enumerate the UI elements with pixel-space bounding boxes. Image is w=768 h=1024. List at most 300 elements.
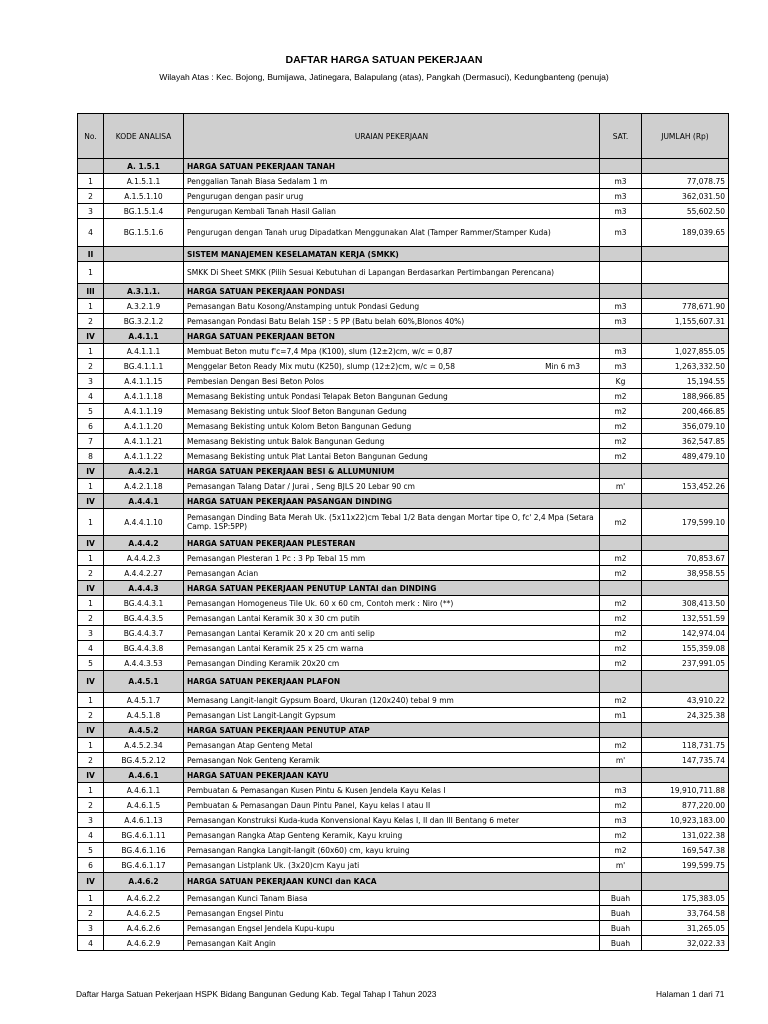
row-description-text: Memasang Langit-langit Gypsum Board, Ukuran (120x240) tebal 9 mm xyxy=(187,695,454,705)
row-description xyxy=(184,449,600,464)
row-number xyxy=(78,247,104,262)
row-unit xyxy=(600,314,642,329)
row-code-text: A.4.6.2.6 xyxy=(126,923,161,933)
row-amount xyxy=(642,753,729,768)
row-number-text: 2 xyxy=(88,800,93,810)
row-code-text: BG.4.4.3.8 xyxy=(123,643,164,653)
row-number xyxy=(78,551,104,566)
row-unit-text: m3 xyxy=(614,228,627,237)
row-unit xyxy=(600,921,642,936)
row-number-text: IV xyxy=(86,331,95,341)
row-code xyxy=(104,708,184,723)
row-number xyxy=(78,858,104,873)
row-amount xyxy=(642,921,729,936)
row-code-text: A.4.4.2 xyxy=(128,538,159,548)
row-code-text: A. 1.5.1 xyxy=(127,161,160,171)
table-row xyxy=(78,858,729,873)
row-number xyxy=(78,509,104,536)
row-unit xyxy=(600,359,642,374)
row-description-text: Memasang Bekisting untuk Plat Lantai Beton Bangunan Gedung xyxy=(187,451,428,461)
row-code xyxy=(104,753,184,768)
row-unit xyxy=(600,723,642,738)
row-amount xyxy=(642,434,729,449)
table-row xyxy=(78,551,729,566)
row-unit xyxy=(600,693,642,708)
row-code xyxy=(104,768,184,783)
row-code-text: A.3.2.1.9 xyxy=(126,301,161,311)
row-unit xyxy=(600,159,642,174)
row-description-text: Pemasangan Pondasi Batu Belah 1SP : 5 PP (Batu belah 60%,Blonos 40%) xyxy=(187,316,465,326)
row-unit xyxy=(600,566,642,581)
row-code-text: A.4.1.1.1 xyxy=(126,346,161,356)
row-unit-text: m2 xyxy=(614,830,627,840)
row-number xyxy=(78,813,104,828)
row-amount-text: 55,602.50 xyxy=(686,206,725,216)
row-amount-text: 362,547.85 xyxy=(682,436,725,446)
row-description xyxy=(184,723,600,738)
table-row xyxy=(78,708,729,723)
row-unit-text: m2 xyxy=(614,406,627,416)
row-unit xyxy=(600,738,642,753)
row-description-text: HARGA SATUAN PEKERJAAN PASANGAN DINDING xyxy=(187,496,393,506)
row-code-text: A.4.5.1 xyxy=(128,677,159,686)
row-description xyxy=(184,798,600,813)
header-sat: SAT. xyxy=(600,114,642,159)
row-unit xyxy=(600,873,642,891)
row-unit-text: m2 xyxy=(614,800,627,810)
row-amount xyxy=(642,858,729,873)
row-description xyxy=(184,783,600,798)
row-amount xyxy=(642,906,729,921)
row-description xyxy=(184,738,600,753)
row-number-text: IV xyxy=(86,677,95,686)
row-code xyxy=(104,581,184,596)
row-unit xyxy=(600,434,642,449)
row-number-text: 2 xyxy=(88,613,93,623)
row-description-text: Memasang Bekisting untuk Sloof Beton Bangunan Gedung xyxy=(187,406,407,416)
row-amount xyxy=(642,596,729,611)
footer-page-number: Halaman 1 dari 71 xyxy=(656,989,725,999)
row-unit-text: m3 xyxy=(614,316,627,326)
row-description xyxy=(184,873,600,891)
row-number-text: 3 xyxy=(88,815,93,825)
table-row xyxy=(78,828,729,843)
row-code xyxy=(104,936,184,951)
page-subtitle: Wilayah Atas : Kec. Bojong, Bumijawa, Jatinegara, Balapulang (atas), Pangkah (Dermasuci), Kedungbanteng (penuja) xyxy=(159,72,609,82)
row-code-text: BG.4.4.3.5 xyxy=(123,613,164,623)
row-amount xyxy=(642,723,729,738)
row-number xyxy=(78,219,104,247)
row-code-text: BG.3.2.1.2 xyxy=(123,316,164,326)
row-unit xyxy=(600,768,642,783)
row-code xyxy=(104,858,184,873)
row-description-text: Menggelar Beton Ready Mix mutu (K250), slump (12±2)cm, w/c = 0,58 xyxy=(187,361,455,371)
row-unit-text: m2 xyxy=(614,658,627,668)
row-number xyxy=(78,738,104,753)
row-unit-text: m2 xyxy=(614,643,627,653)
row-amount xyxy=(642,708,729,723)
row-extra-note: Min 6 m3 xyxy=(545,361,580,371)
row-description xyxy=(184,494,600,509)
row-description xyxy=(184,813,600,828)
row-number xyxy=(78,284,104,299)
row-description-text: Penggalian Tanah Biasa Sedalam 1 m xyxy=(187,176,328,186)
row-amount-text: 1,155,607.31 xyxy=(674,316,725,326)
row-description-text: Pengurugan Kembali Tanah Hasil Galian xyxy=(187,206,336,216)
row-amount-text: 10,923,183.00 xyxy=(670,815,725,825)
row-number-text: 4 xyxy=(88,228,93,237)
row-description xyxy=(184,581,600,596)
row-unit xyxy=(600,753,642,768)
table-row xyxy=(78,641,729,656)
row-number xyxy=(78,434,104,449)
row-amount xyxy=(642,626,729,641)
row-amount-text: 77,078.75 xyxy=(686,176,725,186)
row-description xyxy=(184,566,600,581)
row-description-text: Pemasangan Konstruksi Kuda-kuda Konvensional Kayu Kelas I, II dan III Bentang 6 meter xyxy=(187,815,519,825)
row-unit xyxy=(600,374,642,389)
row-description-text: Pemasangan Dinding Keramik 20x20 cm xyxy=(187,658,340,668)
row-amount-text: 132,551.59 xyxy=(682,613,725,623)
row-description xyxy=(184,419,600,434)
row-code-text: A.4.4.1 xyxy=(128,496,159,506)
table-row xyxy=(78,262,729,284)
row-amount xyxy=(642,359,729,374)
row-unit xyxy=(600,247,642,262)
row-number xyxy=(78,566,104,581)
row-unit-text: m3 xyxy=(614,206,627,216)
row-number xyxy=(78,449,104,464)
row-code-text: A.4.1.1.20 xyxy=(124,421,163,431)
row-description xyxy=(184,891,600,906)
row-unit-text: Buah xyxy=(610,923,631,933)
row-code xyxy=(104,174,184,189)
row-description xyxy=(184,906,600,921)
row-code xyxy=(104,449,184,464)
row-code xyxy=(104,843,184,858)
row-amount-text: 142,974.04 xyxy=(682,628,725,638)
row-number xyxy=(78,159,104,174)
row-code-text: A.4.6.1 xyxy=(128,770,159,780)
row-code-text: A.4.1.1.19 xyxy=(124,406,163,416)
row-unit xyxy=(600,299,642,314)
row-amount-text: 31,265.05 xyxy=(686,923,725,933)
row-unit xyxy=(600,174,642,189)
section-row xyxy=(78,284,729,299)
row-code xyxy=(104,509,184,536)
row-unit-text: m2 xyxy=(614,695,627,705)
row-number xyxy=(78,783,104,798)
row-amount-text: 70,853.67 xyxy=(686,553,725,563)
row-code xyxy=(104,891,184,906)
row-code-text: A.4.5.2 xyxy=(128,725,159,735)
row-code xyxy=(104,828,184,843)
row-description-text: Pemasangan Engsel Pintu xyxy=(187,908,284,918)
section-row xyxy=(78,536,729,551)
table-row xyxy=(78,449,729,464)
table-row xyxy=(78,204,729,219)
page-title: DAFTAR HARGA SATUAN PEKERJAAN xyxy=(285,54,483,66)
row-number-text: 2 xyxy=(88,191,93,201)
row-description-text: Pemasangan Acian xyxy=(187,568,259,578)
table-row xyxy=(78,189,729,204)
row-code-text: A.4.1.1.18 xyxy=(124,391,163,401)
row-unit-text: Buah xyxy=(610,938,631,948)
section-row xyxy=(78,768,729,783)
row-unit-text: m2 xyxy=(614,436,627,446)
row-description-text: Pemasangan Rangka Langit-langit (60x60) cm, kayu kruing xyxy=(187,845,410,855)
row-number-text: 4 xyxy=(88,830,93,840)
row-code-text: A.3.1.1. xyxy=(127,286,160,296)
row-description xyxy=(184,359,600,374)
row-amount xyxy=(642,344,729,359)
row-number-text: 1 xyxy=(88,346,93,356)
table-row xyxy=(78,219,729,247)
table-row xyxy=(78,374,729,389)
footer-document-name: Daftar Harga Satuan Pekerjaan HSPK Bidang Bangunan Gedung Kab. Tegal Tahap I Tahun 2023 xyxy=(76,989,437,999)
row-amount-text: 356,079.10 xyxy=(682,421,725,431)
row-description-text: HARGA SATUAN PEKERJAAN BESI & ALLUMUNIUM xyxy=(187,466,395,476)
row-amount-text: 147,735.74 xyxy=(682,755,725,765)
row-amount-text: 19,910,711.88 xyxy=(670,785,725,795)
row-number xyxy=(78,753,104,768)
row-amount xyxy=(642,768,729,783)
row-amount xyxy=(642,536,729,551)
row-unit-text: m3 xyxy=(614,361,627,371)
row-amount xyxy=(642,738,729,753)
table-row xyxy=(78,891,729,906)
row-number-text: 2 xyxy=(88,316,93,326)
row-description xyxy=(184,671,600,693)
row-number xyxy=(78,873,104,891)
row-code-text: BG.4.4.3.1 xyxy=(123,598,164,608)
row-number-text: 2 xyxy=(88,361,93,371)
row-code xyxy=(104,159,184,174)
row-amount-text: 175,383.05 xyxy=(682,893,725,903)
row-amount xyxy=(642,828,729,843)
row-number-text: 5 xyxy=(88,406,93,416)
row-code-text: A.4.4.2.3 xyxy=(126,553,161,563)
row-unit xyxy=(600,843,642,858)
row-number xyxy=(78,189,104,204)
row-amount-text: 38,958.55 xyxy=(686,568,725,578)
row-code xyxy=(104,344,184,359)
row-amount-text: 32,022.33 xyxy=(686,938,725,948)
row-number xyxy=(78,536,104,551)
table-header-row xyxy=(78,114,729,159)
row-description-text: HARGA SATUAN PEKERJAAN PLESTERAN xyxy=(187,538,356,548)
row-number-text: 1 xyxy=(88,740,93,750)
row-description-text: SMKK Di Sheet SMKK (Pilih Sesuai Kebutuhan di Lapangan Berdasarkan Pertimbangan Perencana) xyxy=(187,268,555,277)
row-amount xyxy=(642,449,729,464)
table-row xyxy=(78,753,729,768)
row-code xyxy=(104,611,184,626)
table-row xyxy=(78,359,729,374)
row-number xyxy=(78,626,104,641)
row-unit xyxy=(600,656,642,671)
row-amount xyxy=(642,656,729,671)
row-amount-text: 15,194.55 xyxy=(686,376,725,386)
row-amount xyxy=(642,783,729,798)
row-number-text: 1 xyxy=(88,785,93,795)
row-description-text: Pemasangan Plesteran 1 Pc : 3 Pp Tebal 15 mm xyxy=(187,553,366,563)
row-code xyxy=(104,479,184,494)
section-row xyxy=(78,247,729,262)
row-unit xyxy=(600,858,642,873)
section-row xyxy=(78,671,729,693)
row-number xyxy=(78,611,104,626)
row-number-text: 3 xyxy=(88,628,93,638)
row-code-text: A.4.1.1 xyxy=(128,331,159,341)
row-unit-text: m2 xyxy=(614,568,627,578)
row-amount-text: 1,027,855.05 xyxy=(674,346,725,356)
row-number-text: 8 xyxy=(88,451,93,461)
row-number-text: 3 xyxy=(88,923,93,933)
row-code xyxy=(104,596,184,611)
row-description xyxy=(184,641,600,656)
section-row xyxy=(78,723,729,738)
row-unit xyxy=(600,419,642,434)
row-amount-text: 877,220.00 xyxy=(682,800,725,810)
row-number-text: II xyxy=(87,249,94,259)
row-amount xyxy=(642,464,729,479)
row-amount xyxy=(642,329,729,344)
row-amount-text: 199,599.75 xyxy=(682,860,725,870)
row-number-text: 2 xyxy=(88,710,93,720)
row-amount xyxy=(642,299,729,314)
row-number-text: 3 xyxy=(88,206,93,216)
row-description xyxy=(184,389,600,404)
row-code-text: BG.4.5.2.12 xyxy=(121,755,166,765)
row-unit-text: m' xyxy=(615,755,626,765)
row-code-text: A.4.6.1.1 xyxy=(126,785,161,795)
row-description-text: Pengurugan dengan pasir urug xyxy=(187,191,304,201)
row-code xyxy=(104,374,184,389)
row-description xyxy=(184,596,600,611)
row-description xyxy=(184,404,600,419)
row-number xyxy=(78,768,104,783)
row-code-text: A.1.5.1.10 xyxy=(124,191,163,201)
row-description xyxy=(184,479,600,494)
row-description-text: Memasang Bekisting untuk Balok Bangunan Gedung xyxy=(187,436,385,446)
row-number-text: 4 xyxy=(88,391,93,401)
row-description-text: HARGA SATUAN PEKERJAAN PONDASI xyxy=(187,286,345,296)
row-code xyxy=(104,656,184,671)
row-amount xyxy=(642,389,729,404)
row-unit-text: m2 xyxy=(614,391,627,401)
row-unit xyxy=(600,509,642,536)
row-number xyxy=(78,174,104,189)
row-description xyxy=(184,159,600,174)
row-description-text: Pemasangan List Langit-Langit Gypsum xyxy=(187,710,336,720)
row-code xyxy=(104,641,184,656)
row-description-text: Pemasangan Lantai Keramik 25 x 25 cm warna xyxy=(187,643,364,653)
row-number-text: 3 xyxy=(88,376,93,386)
row-number xyxy=(78,404,104,419)
row-unit xyxy=(600,536,642,551)
row-description xyxy=(184,656,600,671)
row-number xyxy=(78,921,104,936)
row-code xyxy=(104,671,184,693)
table-row xyxy=(78,693,729,708)
header-no: No. xyxy=(78,114,104,159)
row-number xyxy=(78,843,104,858)
row-code-text: A.1.5.1.1 xyxy=(126,176,161,186)
table-row xyxy=(78,509,729,536)
row-code xyxy=(104,906,184,921)
row-description xyxy=(184,262,600,284)
row-description-text: Pemasangan Lantai Keramik 30 x 30 cm putih xyxy=(187,613,360,623)
row-unit xyxy=(600,906,642,921)
row-amount xyxy=(642,566,729,581)
row-description-text: Pemasangan Lantai Keramik 20 x 20 cm anti selip xyxy=(187,628,375,638)
table-row xyxy=(78,656,729,671)
row-number-text: 1 xyxy=(88,598,93,608)
row-description xyxy=(184,708,600,723)
row-code xyxy=(104,921,184,936)
row-code xyxy=(104,723,184,738)
row-unit xyxy=(600,449,642,464)
row-description-text: HARGA SATUAN PEKERJAAN TANAH xyxy=(187,161,336,171)
row-number-text: IV xyxy=(86,496,95,506)
row-code-text: A.4.4.1.10 xyxy=(124,517,163,527)
price-table xyxy=(77,113,729,951)
row-description-text: Pemasangan Atap Genteng Metal xyxy=(187,740,313,750)
row-code xyxy=(104,494,184,509)
row-amount xyxy=(642,873,729,891)
row-number-text: 2 xyxy=(88,755,93,765)
row-number xyxy=(78,374,104,389)
row-amount xyxy=(642,219,729,247)
row-number-text: IV xyxy=(86,583,95,593)
row-number xyxy=(78,671,104,693)
header-uraian: URAIAN PEKERJAAN xyxy=(184,114,600,159)
row-amount xyxy=(642,262,729,284)
row-code xyxy=(104,262,184,284)
row-code-text: A.4.1.1.15 xyxy=(124,376,163,386)
row-unit xyxy=(600,204,642,219)
row-amount xyxy=(642,314,729,329)
row-number xyxy=(78,936,104,951)
row-code-text: A.4.1.1.22 xyxy=(124,451,163,461)
row-unit-text: m2 xyxy=(614,451,627,461)
row-description-text: Pemasangan Nok Genteng Keramik xyxy=(187,755,320,765)
row-amount-text: 200,466.85 xyxy=(682,406,725,416)
row-unit xyxy=(600,262,642,284)
row-description-text: Pembesian Dengan Besi Beton Polos xyxy=(187,376,324,386)
row-code-text: A.4.5.2.34 xyxy=(124,740,163,750)
row-unit-text: Kg xyxy=(615,376,626,386)
row-description-text: SISTEM MANAJEMEN KESELAMATAN KERJA (SMKK) xyxy=(187,249,399,259)
row-code-text: A.4.6.2.5 xyxy=(126,908,161,918)
row-code xyxy=(104,434,184,449)
row-amount-text: 188,966.85 xyxy=(682,391,725,401)
row-description-text: Pemasangan Listplank Uk. (3x20)cm Kayu jati xyxy=(187,860,360,870)
row-code xyxy=(104,626,184,641)
row-description-text: HARGA SATUAN PEKERJAAN BETON xyxy=(187,331,335,341)
row-unit-text: m2 xyxy=(614,740,627,750)
row-unit xyxy=(600,641,642,656)
table-row xyxy=(78,566,729,581)
section-row xyxy=(78,329,729,344)
row-amount xyxy=(642,581,729,596)
row-number xyxy=(78,723,104,738)
table-row xyxy=(78,611,729,626)
row-code xyxy=(104,204,184,219)
row-number-text: 1 xyxy=(88,517,93,527)
row-amount-text: 237,991.05 xyxy=(682,658,725,668)
row-description-text: Pemasangan Kait Angin xyxy=(187,938,276,948)
